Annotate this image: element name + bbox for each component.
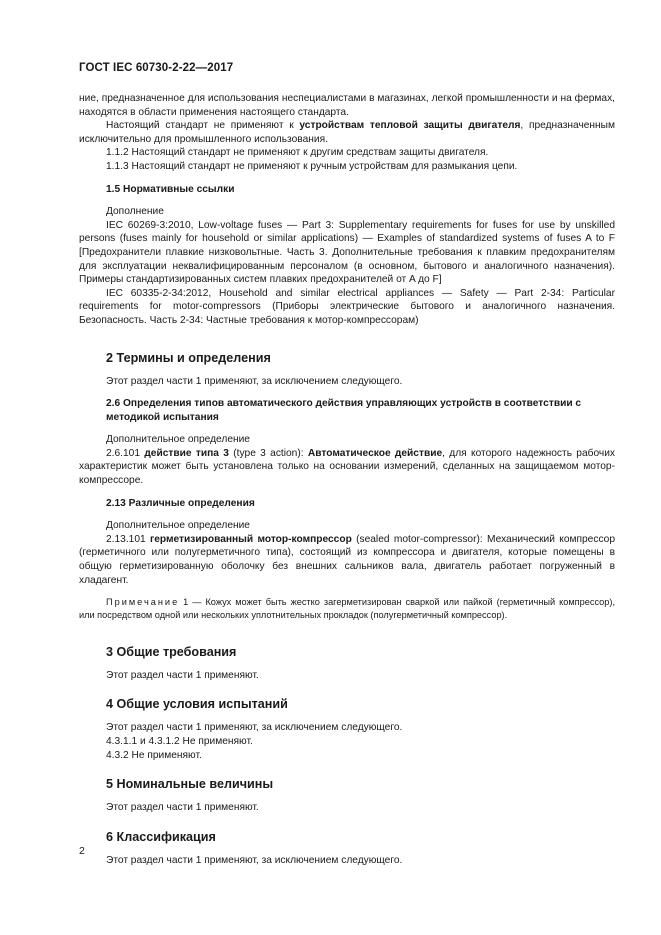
section-5-text: Этот раздел части 1 применяют. [106,802,259,814]
standard-code-header: ГОСТ IEC 60730-2-22—2017 [79,62,234,74]
def-2-6-101-en: (type 3 action): [228,447,308,459]
def-2-6-101-text: , для которого надежность рабочих характеристик может быть установлена только на основании измерений, сделанных на защищаемом мотор-компрессоре. [79,447,616,487]
clause-2-6-label: Дополнительное определение [106,434,250,446]
refs-label: Дополнение [106,206,164,218]
clause-2-13-label: Дополнительное определение [106,520,250,532]
scope-p2-post: , предназначенным исключительно для промышленного использования. [79,120,616,145]
section-4-heading: 4 Общие условия испытаний [106,697,288,712]
section-6-text: Этот раздел части 1 применяют, за исключением следующего. [106,854,403,866]
reference-iec-60335: IEC 60335-2-34:2012, Household and similar electrical appliances — Safety — Part 2-34: Particular requirements for motor-compressors (Приборы электрические бытового и аналогичного назначения. Безопасность. Часть 2-34: Частные требования к мотор-компрессорам) [79,287,615,326]
page-number: 2 [79,845,85,857]
clause-1-1-3: 1.1.3 Настоящий стандарт не применяют к ручным устройствам для размыкания цепи. [106,160,518,172]
scope-p2-pre: Настоящий стандарт не применяют к [106,120,300,132]
clause-2-6-heading: 2.6 Определения типов автоматического действия управляющих устройств в соответствии с методикой испытания [106,398,582,423]
section-3-heading: 3 Общие требования [106,644,237,659]
clause-1-1-2: 1.1.2 Настоящий стандарт не применяют к другим средствам защиты двигателя. [106,147,489,159]
clause-4-3-1: 4.3.1.1 и 4.3.1.2 Не применяют. [106,736,253,747]
scope-p2-term: устройствам тепловой защиты двигателя [299,120,521,132]
clause-4-3-2: 4.3.2 Не применяют. [106,749,202,761]
scope-paragraph-2 [79,119,615,146]
section-5-heading: 5 Номинальные величины [106,777,274,792]
section-6-heading: 6 Классификация [106,829,216,844]
section-4-text: Этот раздел части 1 применяют, за исключением следующего. [106,722,403,734]
def-2-13-101-number: 2.13.101 [106,533,150,545]
definition-2-6-101 [79,447,615,488]
def-2-6-101-number: 2.6.101 [106,447,145,459]
def-2-6-101-term2: Автоматическое действие [307,447,443,459]
def-2-13-101-text: (sealed motor-compressor): Механический компрессор (герметичного или полугерметичного типа), состоящий из компрессора и двигателя, которые помещены в общую герметизированную оболочку без внешних сальников вала, двигатель работает погруженный в хладагент. [79,533,615,586]
note-label: Примечание [106,597,180,608]
def-2-6-101-term: действие типа 3 [144,447,229,459]
refs-heading: 1.5 Нормативные ссылки [106,183,235,195]
definition-2-13-101 [79,533,615,587]
scope-paragraph-1: ние, предназначенное для использования неспециалистами в магазинах, легкой промышленности и на фермах, находятся в области применения настоящего стандарта. [79,93,615,118]
section-3-text: Этот раздел части 1 применяют. [106,669,259,681]
def-2-13-101-term: герметизированный мотор-компрессор [149,533,352,545]
note-1 [79,596,615,622]
note-text: 1 — Кожух может быть жестко загерметизирован сваркой или пайкой (герметичный компрессор), или посредством одной или нескольких уплотнительных прокладок (полугерметичный компрессор). [79,597,615,621]
reference-iec-60269: IEC 60269-3:2010, Low-voltage fuses — Part 3: Supplementary requirements for fuses for use by unskilled persons (fuses mainly for household or similar applications) — Examples of standardized systems of fuses A to F [Предохранители плавкие низковольтные. Часть 3. Дополнительные требования к плавким предохранителям для эксплуатации неквалифицированным персоналом (в основном, бытового и аналогичного назначения). Примеры стандартизированных систем плавких предохранителей от A до F] [79,219,615,286]
document-body [79,92,615,867]
section-2-heading: 2 Термины и определения [106,350,271,365]
section-2-text: Этот раздел части 1 применяют, за исключением следующего. [106,375,403,387]
clause-2-13-heading: 2.13 Различные определения [106,497,255,509]
